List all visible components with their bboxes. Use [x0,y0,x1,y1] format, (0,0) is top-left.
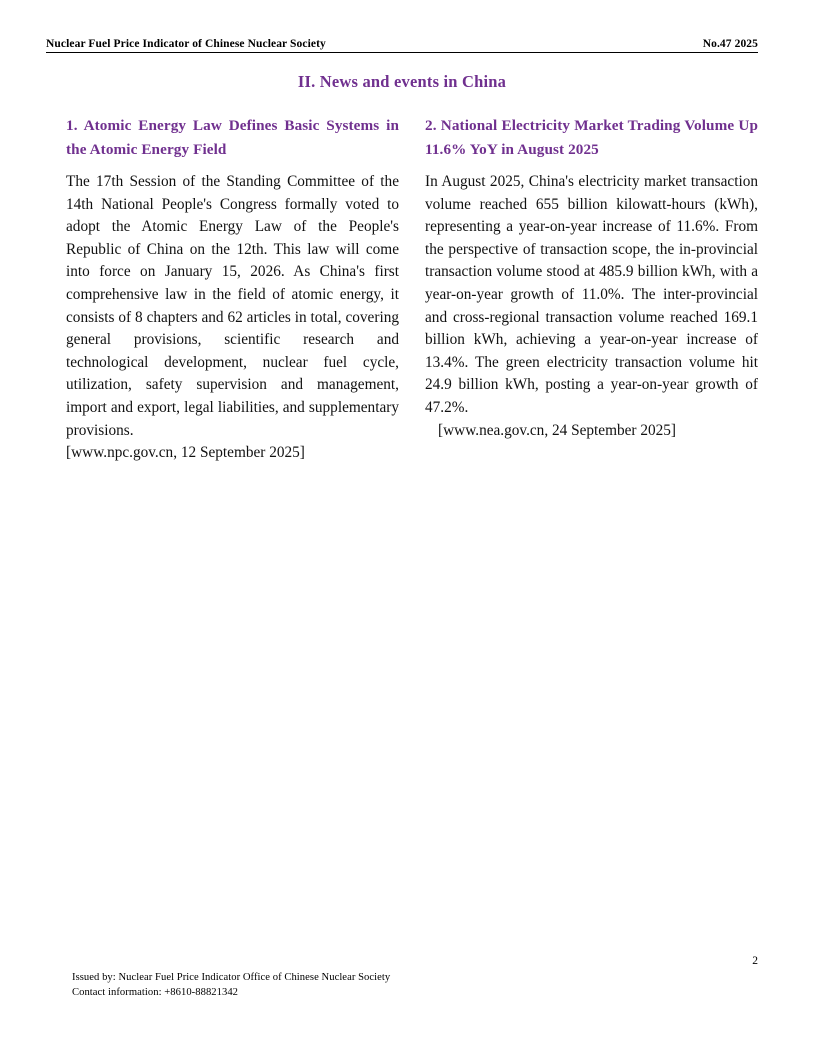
running-header-title: Nuclear Fuel Price Indicator of Chinese Nuclear Society [46,38,326,50]
footer-issued-by: Issued by: Nuclear Fuel Price Indicator Office of Chinese Nuclear Society [72,972,391,983]
article-1-paragraph: The 17th Session of the Standing Committee of the 14th National People's Congress formally voted to adopt the Atomic Energy Law of the People's Republic of China on the 12th. This law will come into force on January 15, 2026. As China's first comprehensive law in the field of atomic energy, it consists of 8 chapters and 62 articles in total, covering general provisions, scientific research and technological development, nuclear fuel cycle, utilization, safety supervision and management, import and export, legal liabilities, and supplementary provisions. [66,173,399,439]
running-header-issue: No.47 2025 [702,38,758,50]
article-2-title: 2. National Electricity Market Trading Volume Up 11.6% YoY in August 2025 [425,117,758,158]
footer-contact: Contact information: +8610-88821342 [72,986,239,998]
article-column-left [66,114,399,465]
article-1-body [66,171,399,465]
page-footer [72,971,390,1000]
article-1-source: [www.npc.gov.cn, 12 September 2025] [66,444,305,462]
article-2-body [425,171,758,442]
article-column-right [425,114,758,442]
page-number: 2 [752,955,758,967]
two-column-body [66,114,758,465]
running-header [46,33,758,53]
article-2-source: [www.nea.gov.cn, 24 September 2025] [438,421,677,439]
section-title: II. News and events in China [297,72,507,91]
article-1-title: 1. Atomic Energy Law Defines Basic Systems in the Atomic Energy Field [66,117,399,158]
article-2-paragraph: In August 2025, China's electricity market transaction volume reached 655 billion kilowatt-hours (kWh), representing a year-on-year increase of 11.6%. From the perspective of transaction scope, the in-provincial transaction volume stood at 485.9 billion kWh, with a year-on-year growth of 11.0%. The inter-provincial and cross-regional transaction volume reached 169.1 billion kWh, achieving a year-on-year increase of 13.4%. The green electricity transaction volume hit 24.9 billion kWh, posting a year-on-year growth of 47.2%. [425,173,758,416]
